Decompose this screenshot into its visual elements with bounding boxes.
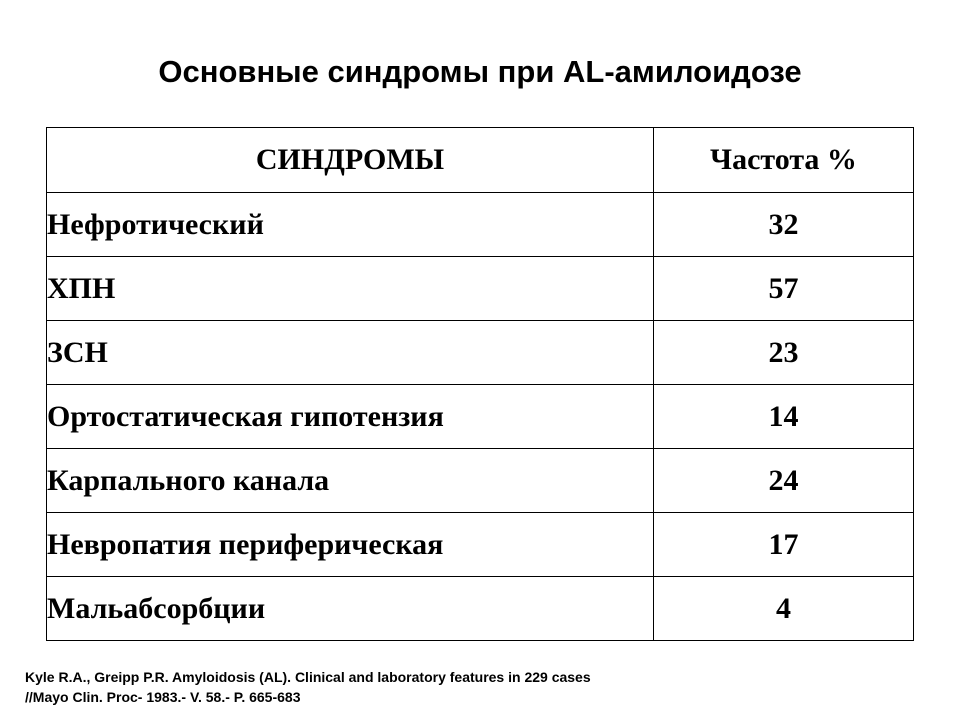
table-row bbox=[47, 321, 914, 385]
syndrome-name: Нефротический bbox=[47, 193, 654, 257]
frequency-value: 17 bbox=[654, 513, 914, 577]
table-row bbox=[47, 449, 914, 513]
table-row bbox=[47, 513, 914, 577]
citation bbox=[25, 667, 591, 707]
citation-line-2: //Mayo Clin. Proc- 1983.- V. 58.- P. 665-683 bbox=[25, 689, 301, 705]
table-header-row bbox=[47, 128, 914, 193]
syndromes-table bbox=[46, 127, 914, 641]
syndrome-name: ХПН bbox=[47, 257, 654, 321]
table-row bbox=[47, 385, 914, 449]
frequency-value: 57 bbox=[654, 257, 914, 321]
column-header-syndromes: СИНДРОМЫ bbox=[47, 128, 654, 193]
syndrome-name: Ортостатическая гипотензия bbox=[47, 385, 654, 449]
frequency-value: 4 bbox=[654, 577, 914, 641]
syndrome-name: ЗСН bbox=[47, 321, 654, 385]
syndrome-name: Невропатия периферическая bbox=[47, 513, 654, 577]
column-header-frequency: Частота % bbox=[654, 128, 914, 193]
frequency-value: 24 bbox=[654, 449, 914, 513]
slide-title: Основные синдромы при AL-амилоидозе bbox=[158, 54, 802, 89]
frequency-value: 23 bbox=[654, 321, 914, 385]
table-row bbox=[47, 193, 914, 257]
frequency-value: 14 bbox=[654, 385, 914, 449]
table-row bbox=[47, 257, 914, 321]
citation-line-1: Kyle R.A., Greipp P.R. Amyloidosis (AL). Clinical and laboratory features in 229 cases bbox=[25, 669, 591, 685]
syndrome-name: Карпального канала bbox=[47, 449, 654, 513]
syndrome-name: Мальабсорбции bbox=[47, 577, 654, 641]
frequency-value: 32 bbox=[654, 193, 914, 257]
table-row bbox=[47, 577, 914, 641]
